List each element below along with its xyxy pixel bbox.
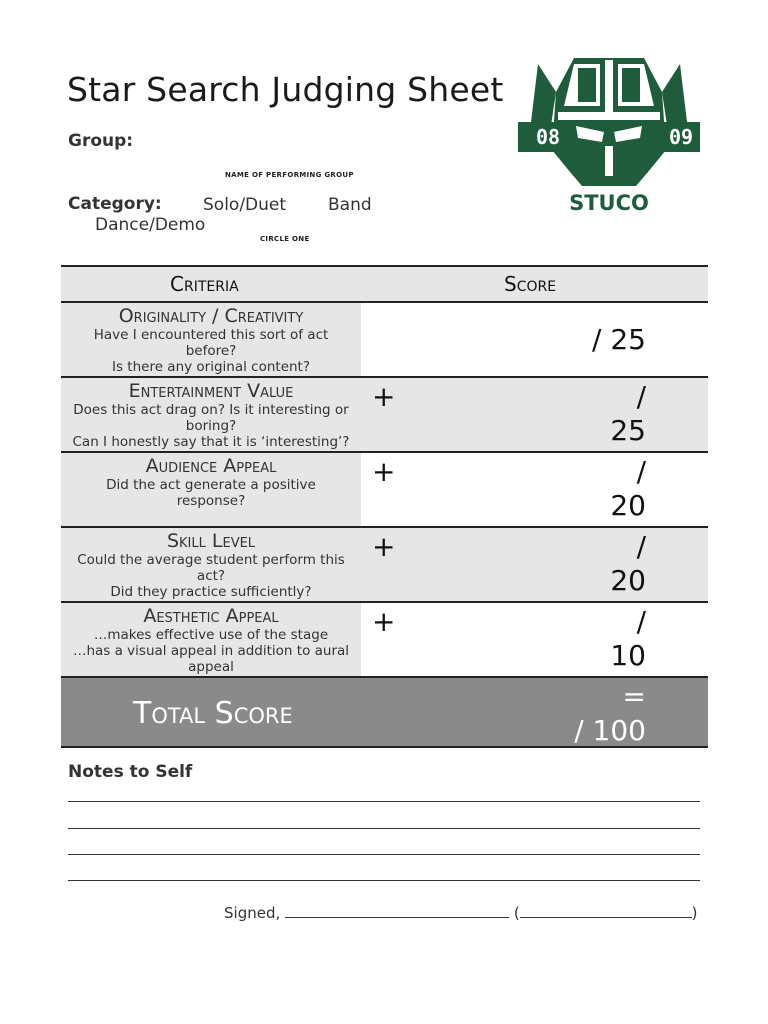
criteria-description-line: Could the average student perform this	[77, 552, 345, 568]
notes-line[interactable]	[68, 828, 700, 829]
criteria-description-line: Is there any original content?	[111, 359, 311, 375]
criteria-description-line: Can I honestly say that it is ‘interesting’?	[72, 434, 350, 450]
notes-line[interactable]	[68, 854, 700, 855]
logo-text: STUCO	[569, 191, 649, 215]
group-caption: NAME OF PERFORMING GROUP	[225, 171, 354, 179]
notes-line[interactable]	[68, 880, 700, 881]
criteria-cell	[61, 528, 361, 601]
criteria-description-line: Did the act generate a positive	[106, 477, 316, 493]
criteria-description-line: …makes effective use of the stage	[93, 627, 329, 643]
criteria-row-entertainment	[61, 376, 708, 451]
score-field[interactable]: / 25	[610, 380, 646, 447]
open-paren: (	[513, 904, 520, 922]
close-paren: )	[691, 904, 698, 922]
date-line[interactable]	[520, 903, 692, 918]
total-score-label: Total Score	[133, 696, 293, 731]
score-field[interactable]: / 20	[610, 455, 646, 522]
criteria-cell	[61, 378, 361, 451]
table-header	[61, 265, 708, 301]
total-score-field[interactable]	[574, 680, 646, 748]
score-field[interactable]: / 10	[610, 605, 646, 672]
plus-sign: +	[372, 530, 396, 563]
logo-right-year: 09	[669, 125, 694, 149]
criteria-title: Skill Level	[166, 530, 256, 552]
criteria-row-aesthetic	[61, 601, 708, 676]
logo-left-year: 08	[536, 125, 561, 149]
signature-line[interactable]	[285, 903, 509, 918]
category-label: Category:	[68, 194, 162, 214]
criteria-description-line: act?	[196, 568, 226, 584]
criteria-description-line: Did they practice sufficiently?	[110, 584, 312, 600]
criteria-description-line: before?	[185, 343, 237, 359]
criteria-description-line: Does this act drag on? Is it interesting or	[73, 402, 349, 418]
signed-label: Signed,	[224, 904, 281, 922]
criteria-cell	[61, 603, 361, 676]
notes-line[interactable]	[68, 801, 700, 802]
page-title: Star Search Judging Sheet	[67, 70, 504, 109]
category-caption: CIRCLE ONE	[260, 235, 310, 243]
criteria-description-line: Have I encountered this sort of act	[93, 327, 329, 343]
score-field[interactable]: / 25	[592, 323, 646, 356]
score-column-header: Score	[504, 272, 557, 296]
score-field[interactable]: / 20	[610, 530, 646, 597]
criteria-description-line: appeal	[188, 659, 234, 675]
plus-sign: +	[372, 455, 396, 488]
stuco-logo	[516, 50, 702, 215]
criteria-description-line: response?	[176, 493, 246, 509]
criteria-row-skill	[61, 526, 708, 601]
criteria-row-audience	[61, 451, 708, 526]
plus-sign: +	[372, 605, 396, 638]
criteria-cell	[61, 303, 361, 376]
group-label: Group:	[68, 131, 134, 151]
criteria-description-line: …has a visual appeal in addition to aural	[72, 643, 350, 659]
category-option-dance-demo[interactable]: Dance/Demo	[95, 215, 206, 235]
signature-row	[224, 903, 698, 922]
criteria-row-originality	[61, 301, 708, 376]
plus-sign: +	[372, 380, 396, 413]
criteria-title: Entertainment Value	[128, 380, 294, 402]
total-score-value: / 100	[574, 714, 646, 747]
criteria-description-line: boring?	[185, 418, 237, 434]
notes-label: Notes to Self	[68, 762, 193, 782]
criteria-title: Originality / Creativity	[118, 305, 304, 327]
criteria-column-header: Criteria	[170, 272, 239, 296]
category-option-solo-duet[interactable]: Solo/Duet	[203, 195, 287, 215]
criteria-cell	[61, 453, 361, 526]
criteria-title: Audience Appeal	[145, 455, 277, 477]
criteria-title: Aesthetic Appeal	[143, 605, 279, 627]
total-score-row	[61, 676, 708, 748]
category-option-band[interactable]: Band	[328, 195, 372, 215]
total-equals-sign: =	[622, 680, 646, 713]
